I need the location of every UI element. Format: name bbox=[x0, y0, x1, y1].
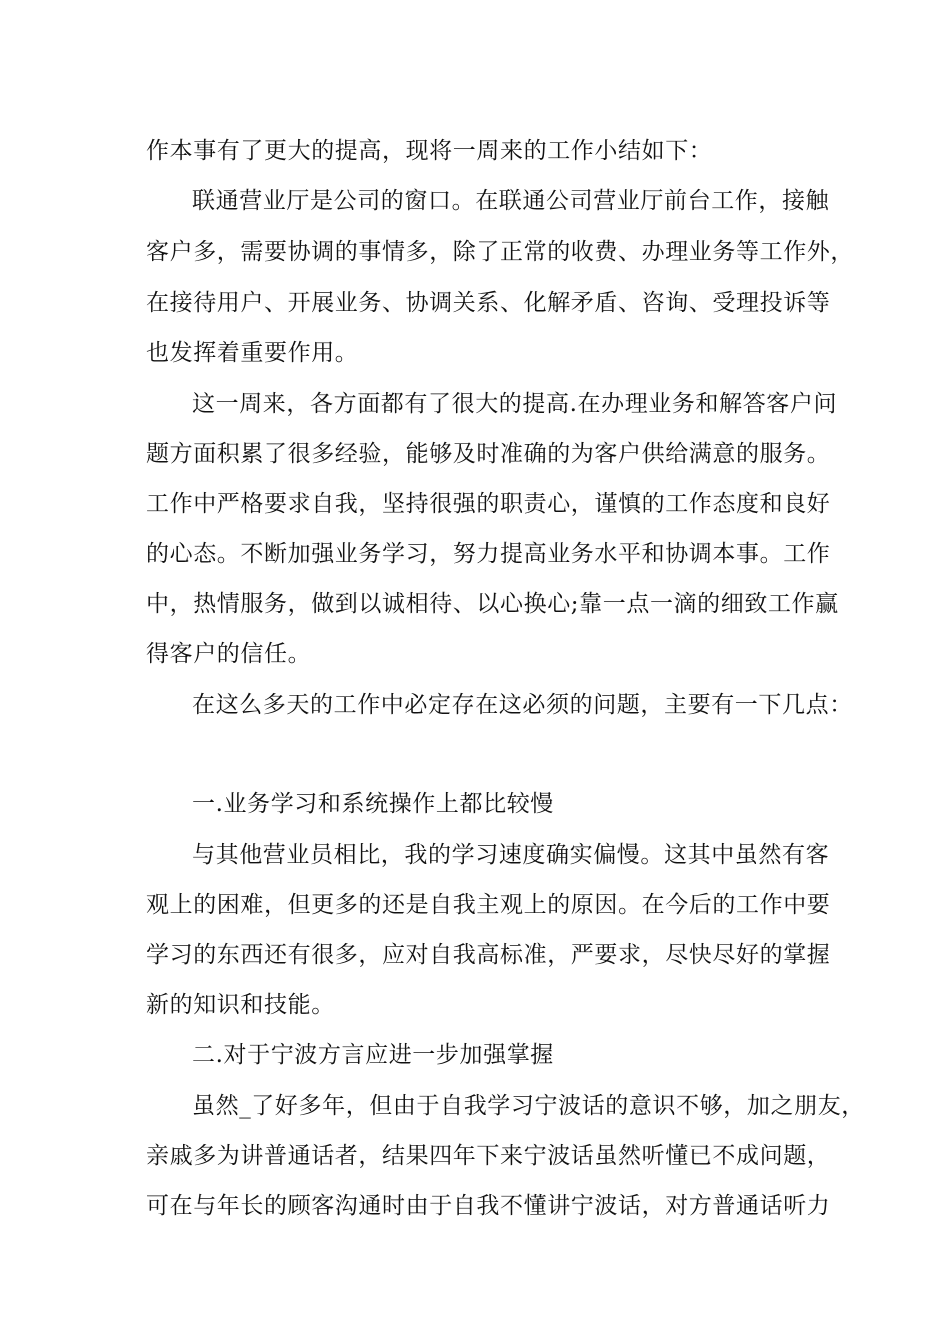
section-heading: 一.业务学习和系统操作上都比较慢 bbox=[192, 791, 554, 817]
text-line: 工作中严格要求自我，坚持很强的职责心，谨慎的工作态度和良好 bbox=[146, 491, 831, 517]
text-line: 新的知识和技能。 bbox=[146, 992, 335, 1018]
text-line: 也发挥着重要作用。 bbox=[146, 340, 359, 366]
text-line: 作本事有了更大的提高，现将一周来的工作小结如下： bbox=[146, 138, 713, 164]
text-line: 在接待用户、开展业务、协调关系、化解矛盾、咨询、受理投诉等 bbox=[146, 290, 831, 316]
text-line: 可在与年长的顾客沟通时由于自我不懂讲宁波话，对方普通话听力 bbox=[146, 1193, 831, 1219]
text-line: 在这么多天的工作中必定存在这必须的问题，主要有一下几点： bbox=[192, 692, 853, 718]
text-line: 虽然_了好多年，但由于自我学习宁波话的意识不够，加之朋友， bbox=[192, 1093, 865, 1119]
text-line: 亲戚多为讲普通话者，结果四年下来宁波话虽然听懂已不成问题， bbox=[146, 1143, 831, 1169]
text-line: 联通营业厅是公司的窗口。在联通公司营业厅前台工作，接触 bbox=[192, 188, 830, 214]
text-line: 观上的困难，但更多的还是自我主观上的原因。在今后的工作中要 bbox=[146, 892, 831, 918]
text-line: 中，热情服务，做到以诚相待、以心换心;靠一点一滴的细致工作赢 bbox=[146, 591, 839, 617]
text-line: 这一周来，各方面都有了很大的提高.在办理业务和解答客户问 bbox=[192, 391, 838, 417]
text-line: 题方面积累了很多经验，能够及时准确的为客户供给满意的服务。 bbox=[146, 441, 831, 467]
text-line: 学习的东西还有很多，应对自我高标准，严要求，尽快尽好的掌握 bbox=[146, 942, 831, 968]
text-line: 与其他营业员相比，我的学习速度确实偏慢。这其中虽然有客 bbox=[192, 842, 830, 868]
text-line: 的心态。不断加强业务学习，努力提高业务水平和协调本事。工作 bbox=[146, 541, 831, 567]
text-line: 得客户的信任。 bbox=[146, 641, 312, 667]
text-line: 客户多，需要协调的事情多，除了正常的收费、办理业务等工作外， bbox=[146, 239, 854, 265]
section-heading: 二.对于宁波方言应进一步加强掌握 bbox=[192, 1042, 554, 1068]
